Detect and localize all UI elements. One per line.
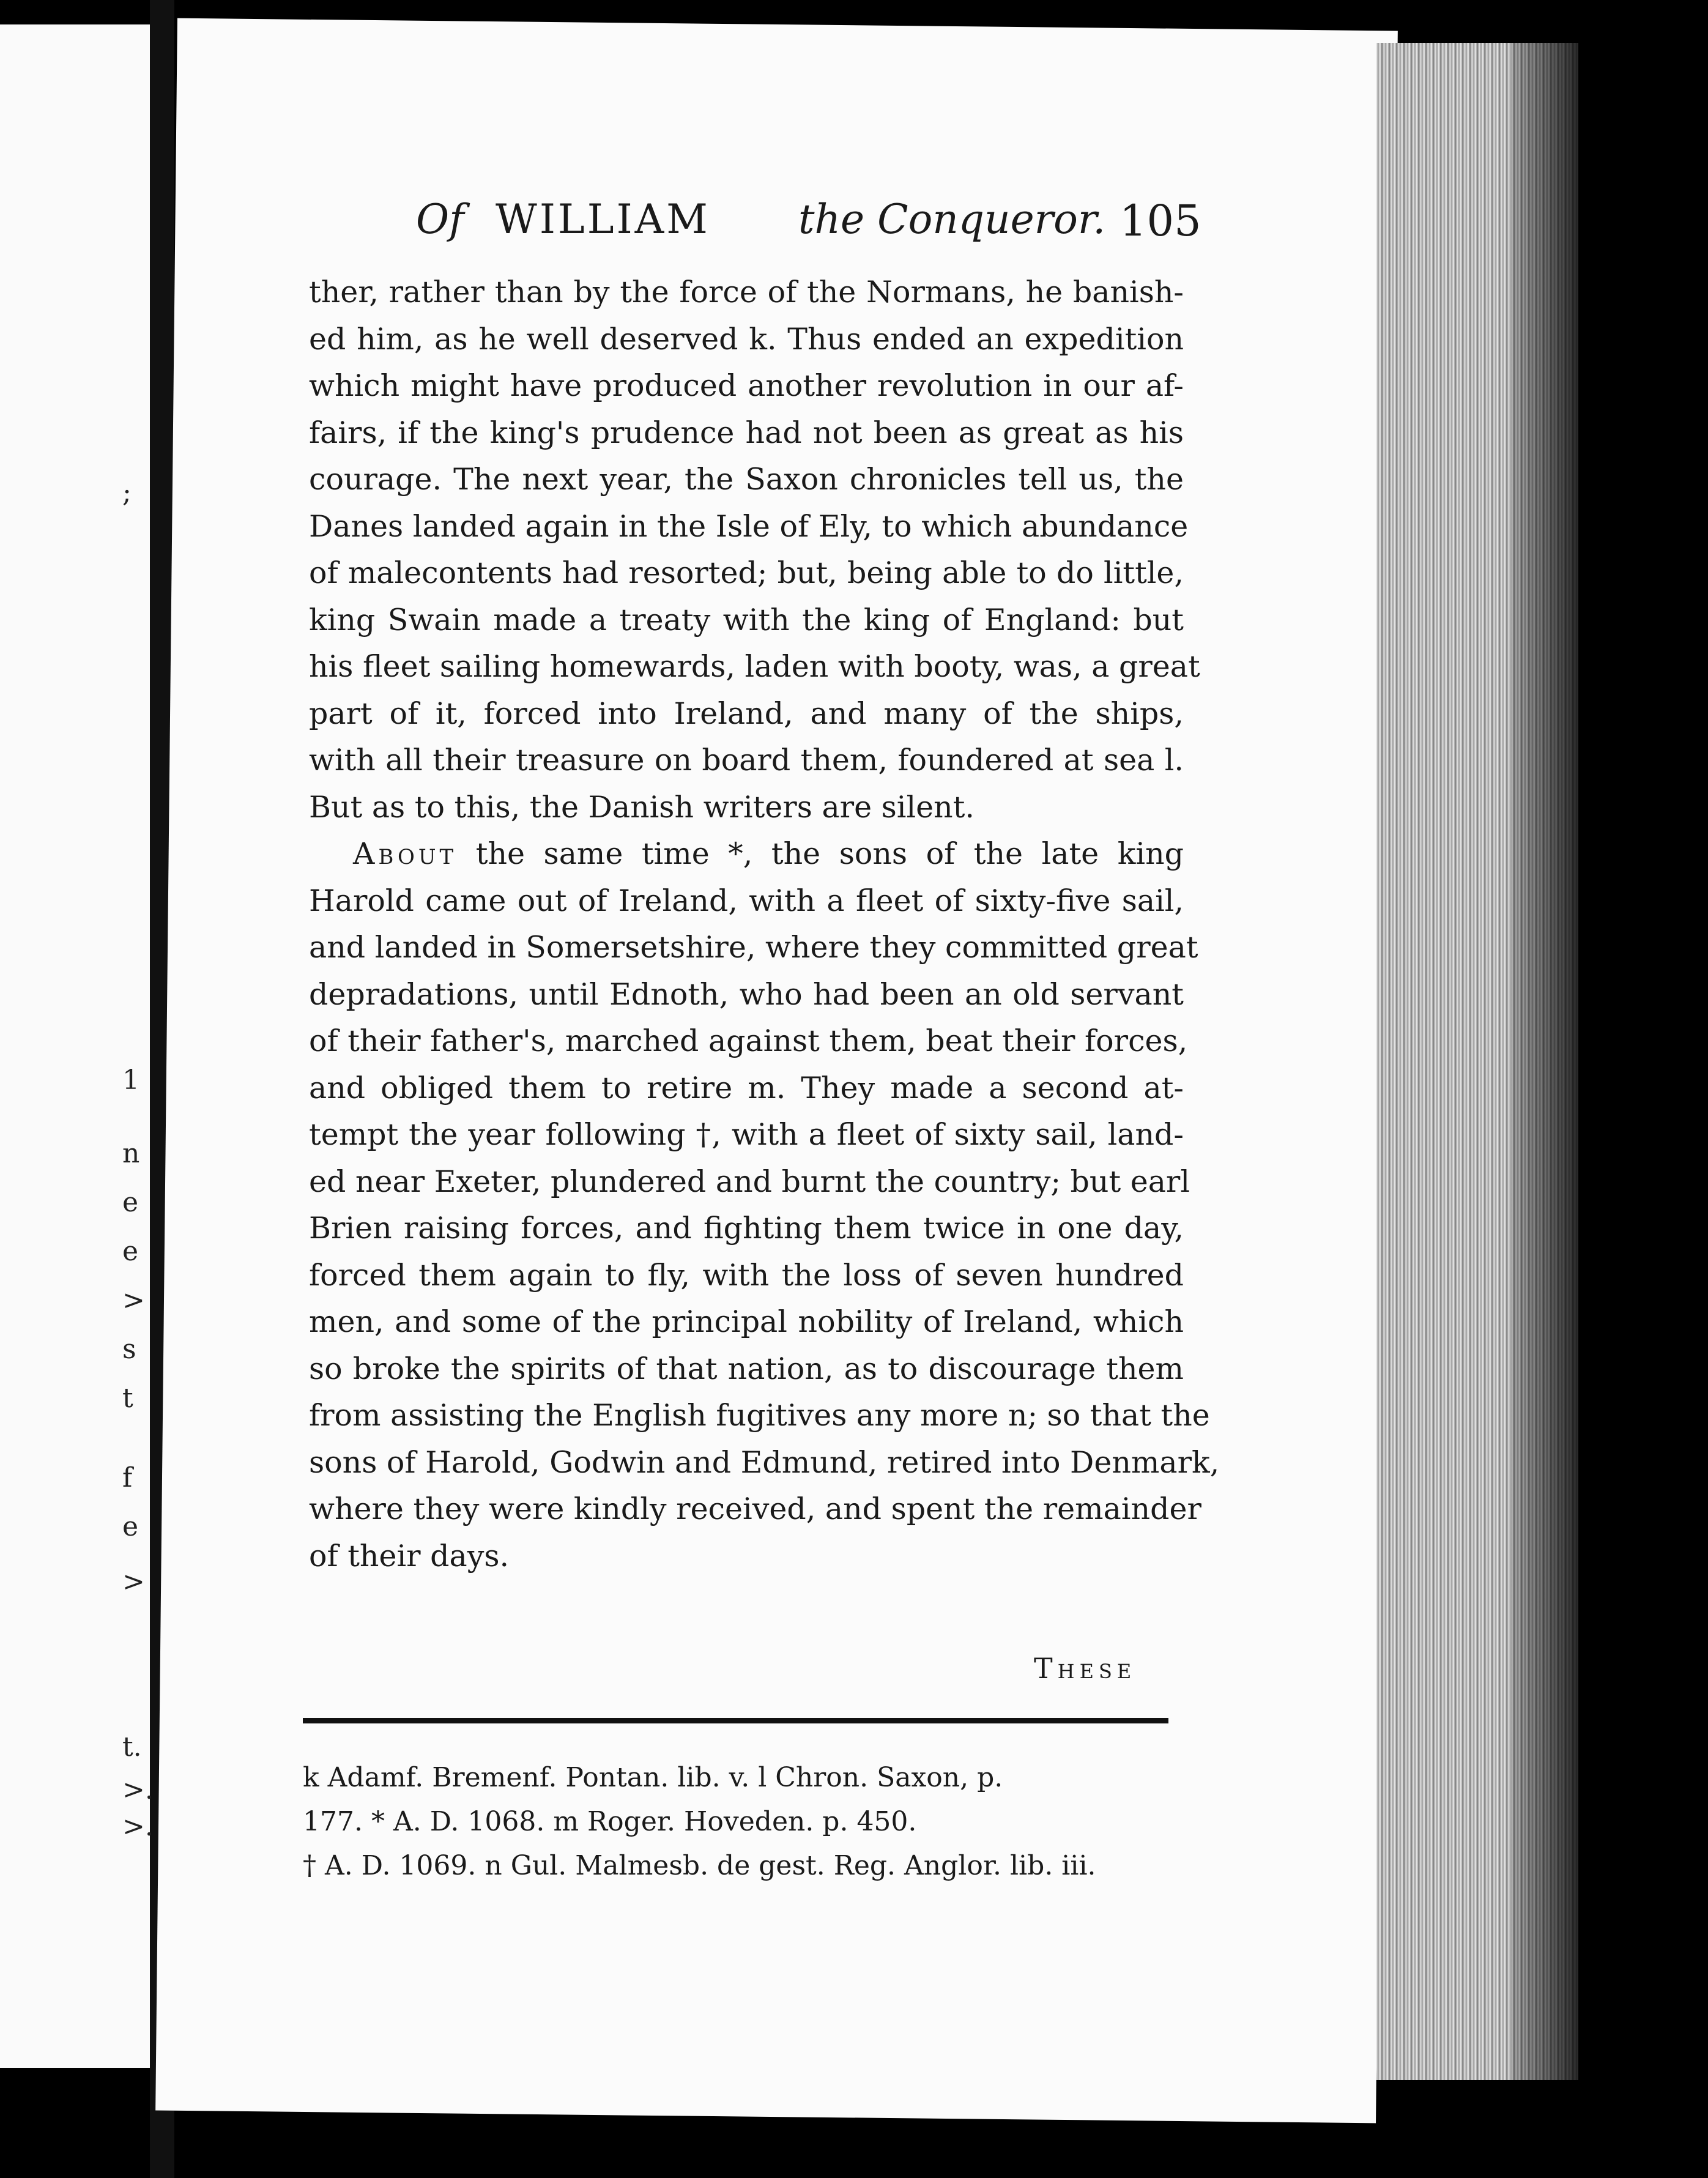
margin-glyph: e <box>122 1236 139 1267</box>
paragraph-2 <box>309 831 1220 1580</box>
text-line: But as to this, the Danish writers are silent. <box>309 789 975 825</box>
page-edges <box>1376 43 1578 2080</box>
text-line: Brien raising forces, and fighting them twice in one day, <box>309 1211 1184 1246</box>
text-line: depradations, until Ednoth, who had been an old servant <box>309 976 1184 1012</box>
margin-glyph: 1 <box>122 1065 139 1096</box>
catchword: These <box>1034 1652 1137 1685</box>
margin-glyph: f <box>122 1462 133 1493</box>
text-line: courage. The next year, the Saxon chronicles tell us, the <box>309 462 1184 497</box>
margin-glyph: n <box>122 1138 140 1169</box>
text-line: part of it, forced into Ireland, and many of the ships, <box>309 696 1184 731</box>
margin-glyph: t. <box>122 1731 142 1763</box>
footnote-line: 177. * A. D. 1068. m Roger. Hoveden. p. 450. <box>303 1806 917 1837</box>
footnote-rule <box>303 1718 1168 1723</box>
text-line: Danes landed again in the Isle of Ely, to which abundance <box>309 508 1189 544</box>
text-line: ther, rather than by the force of the Normans, he banish- <box>309 275 1184 310</box>
text-line: and obliged them to retire m. They made a second at- <box>309 1070 1184 1106</box>
text-line: men, and some of the principal nobility of Ireland, which <box>309 1304 1184 1339</box>
margin-glyph: > <box>122 1285 145 1316</box>
header-name: WILLIAM <box>496 196 710 243</box>
paragraph-lead-word: About <box>353 836 458 871</box>
text-line: where they were kindly received, and spent the remainder <box>309 1492 1201 1526</box>
footnotes <box>303 1756 1171 1888</box>
text-line: king Swain made a treaty with the king of England: but <box>309 602 1184 637</box>
text-line: ed near Exeter, plundered and burnt the country; but earl <box>309 1164 1190 1199</box>
text-line: of their days. <box>309 1538 510 1574</box>
body-text <box>309 269 1220 1580</box>
running-header <box>245 196 1201 263</box>
margin-glyph: e <box>122 1187 139 1218</box>
text-line: from assisting the English fugitives any more n; so that the <box>309 1398 1210 1433</box>
footnote-line: k Adamf. Bremenf. Pontan. lib. v. l Chron. Saxon, p. <box>303 1762 1003 1793</box>
text-line: so broke the spirits of that nation, as to discourage them <box>309 1351 1184 1386</box>
text-line: fairs, if the king's prudence had not been as great as his <box>309 415 1184 450</box>
text-line: which might have produced another revolution in our af- <box>309 368 1184 403</box>
margin-glyph: ; <box>122 477 132 508</box>
paragraph-1 <box>309 269 1200 831</box>
page-number: 105 <box>1119 196 1201 246</box>
margin-glyph: s <box>122 1334 136 1365</box>
text-line <box>309 831 1184 878</box>
margin-glyph: e <box>122 1511 139 1542</box>
text-line-rest: the same time *, the sons of the late king <box>457 836 1184 871</box>
footnote-line: † A. D. 1069. n Gul. Malmesb. de gest. Reg. Anglor. lib. iii. <box>303 1850 1096 1881</box>
text-line: forced them again to fly, with the loss of seven hundred <box>309 1257 1184 1293</box>
margin-glyph: >. <box>122 1774 154 1805</box>
text-line: with all their treasure on board them, foundered at sea l. <box>309 743 1184 778</box>
text-line: and landed in Somersetshire, where they committed great <box>309 930 1198 965</box>
text-line: sons of Harold, Godwin and Edmund, retired into Denmark, <box>309 1444 1220 1480</box>
facing-page-text-fragments <box>0 0 154 2178</box>
margin-glyph: t <box>122 1383 133 1414</box>
text-line: his fleet sailing homewards, laden with booty, was, a great <box>309 649 1200 684</box>
margin-glyph: >. <box>122 1811 154 1842</box>
text-line: of malecontents had resorted; but, being able to do little, <box>309 556 1184 590</box>
text-line: Harold came out of Ireland, with a fleet of sixty-five sail, <box>309 883 1184 918</box>
header-of: Of <box>416 196 464 243</box>
text-line: of their father's, marched against them, beat their forces, <box>309 1024 1188 1058</box>
text-line: tempt the year following †, with a fleet of sixty sail, land- <box>309 1117 1184 1152</box>
margin-glyph: > <box>122 1566 145 1597</box>
header-subtitle: the Conqueror. <box>798 196 1106 243</box>
text-line: ed him, as he well deserved k. Thus ended an expedition <box>309 321 1184 357</box>
